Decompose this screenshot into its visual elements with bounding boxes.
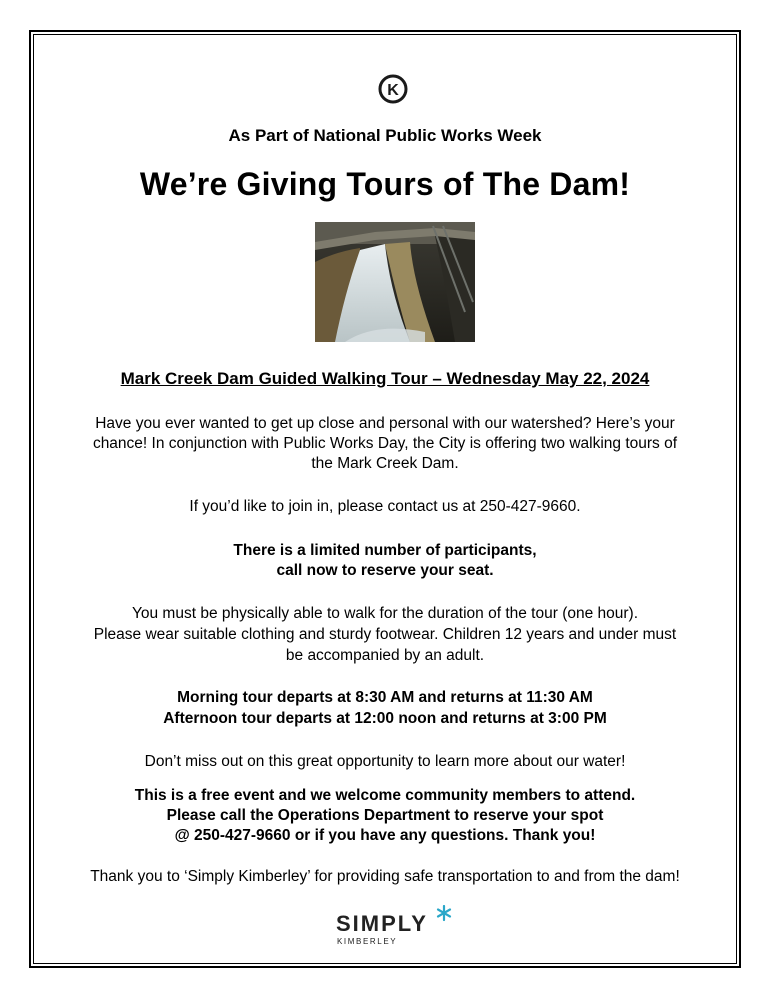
free-event-line: This is a free event and we welcome community members to attend. — [134, 787, 636, 804]
requirements-line: Please wear suitable clothing and sturdy footwear. Children 12 years and under must — [93, 626, 677, 643]
page-title: We’re Giving Tours of The Dam! — [139, 166, 631, 202]
logo-wordmark: SIMPLY — [336, 911, 428, 936]
schedule-morning: Morning tour departs at 8:30 AM and returns at 11:30 AM — [177, 689, 593, 706]
requirements-line: be accompanied by an adult. — [285, 647, 485, 664]
contact-line: If you’d like to join in, please contact us at 250-427-9660. — [189, 498, 581, 515]
dont-miss-line: Don’t miss out on this great opportunity to learn more about our water! — [144, 753, 626, 770]
kimberley-k-logo-icon — [378, 74, 408, 104]
logo-letter: K — [387, 82, 399, 99]
intro-line: the Mark Creek Dam. — [311, 455, 459, 472]
requirements-line: You must be physically able to walk for the duration of the tour (one hour). — [131, 605, 639, 622]
intro-line: Have you ever wanted to get up close and personal with our watershed? Here’s your — [95, 415, 675, 432]
notice-line: There is a limited number of participants, — [233, 542, 537, 559]
intro-line: chance! In conjunction with Public Works Day, the City is offering two walking tours of — [92, 435, 678, 452]
logo-subword: KIMBERLEY — [337, 937, 398, 946]
schedule-afternoon: Afternoon tour departs at 12:00 noon and returns at 3:00 PM — [163, 710, 607, 727]
tour-heading: Mark Creek Dam Guided Walking Tour – Wednesday May 22, 2024 — [120, 369, 650, 388]
free-event-line: @ 250-427-9660 or if you have any questions. Thank you! — [174, 827, 596, 844]
thanks-line: Thank you to ‘Simply Kimberley’ for providing safe transportation to and from the dam! — [90, 868, 680, 885]
asterisk-icon — [438, 906, 450, 920]
dam-waterfall-photo — [315, 222, 475, 342]
subtitle: As Part of National Public Works Week — [228, 126, 542, 145]
simply-kimberley-logo — [334, 905, 464, 947]
notice-line: call now to reserve your seat. — [276, 562, 494, 579]
free-event-line: Please call the Operations Department to reserve your spot — [166, 807, 604, 824]
